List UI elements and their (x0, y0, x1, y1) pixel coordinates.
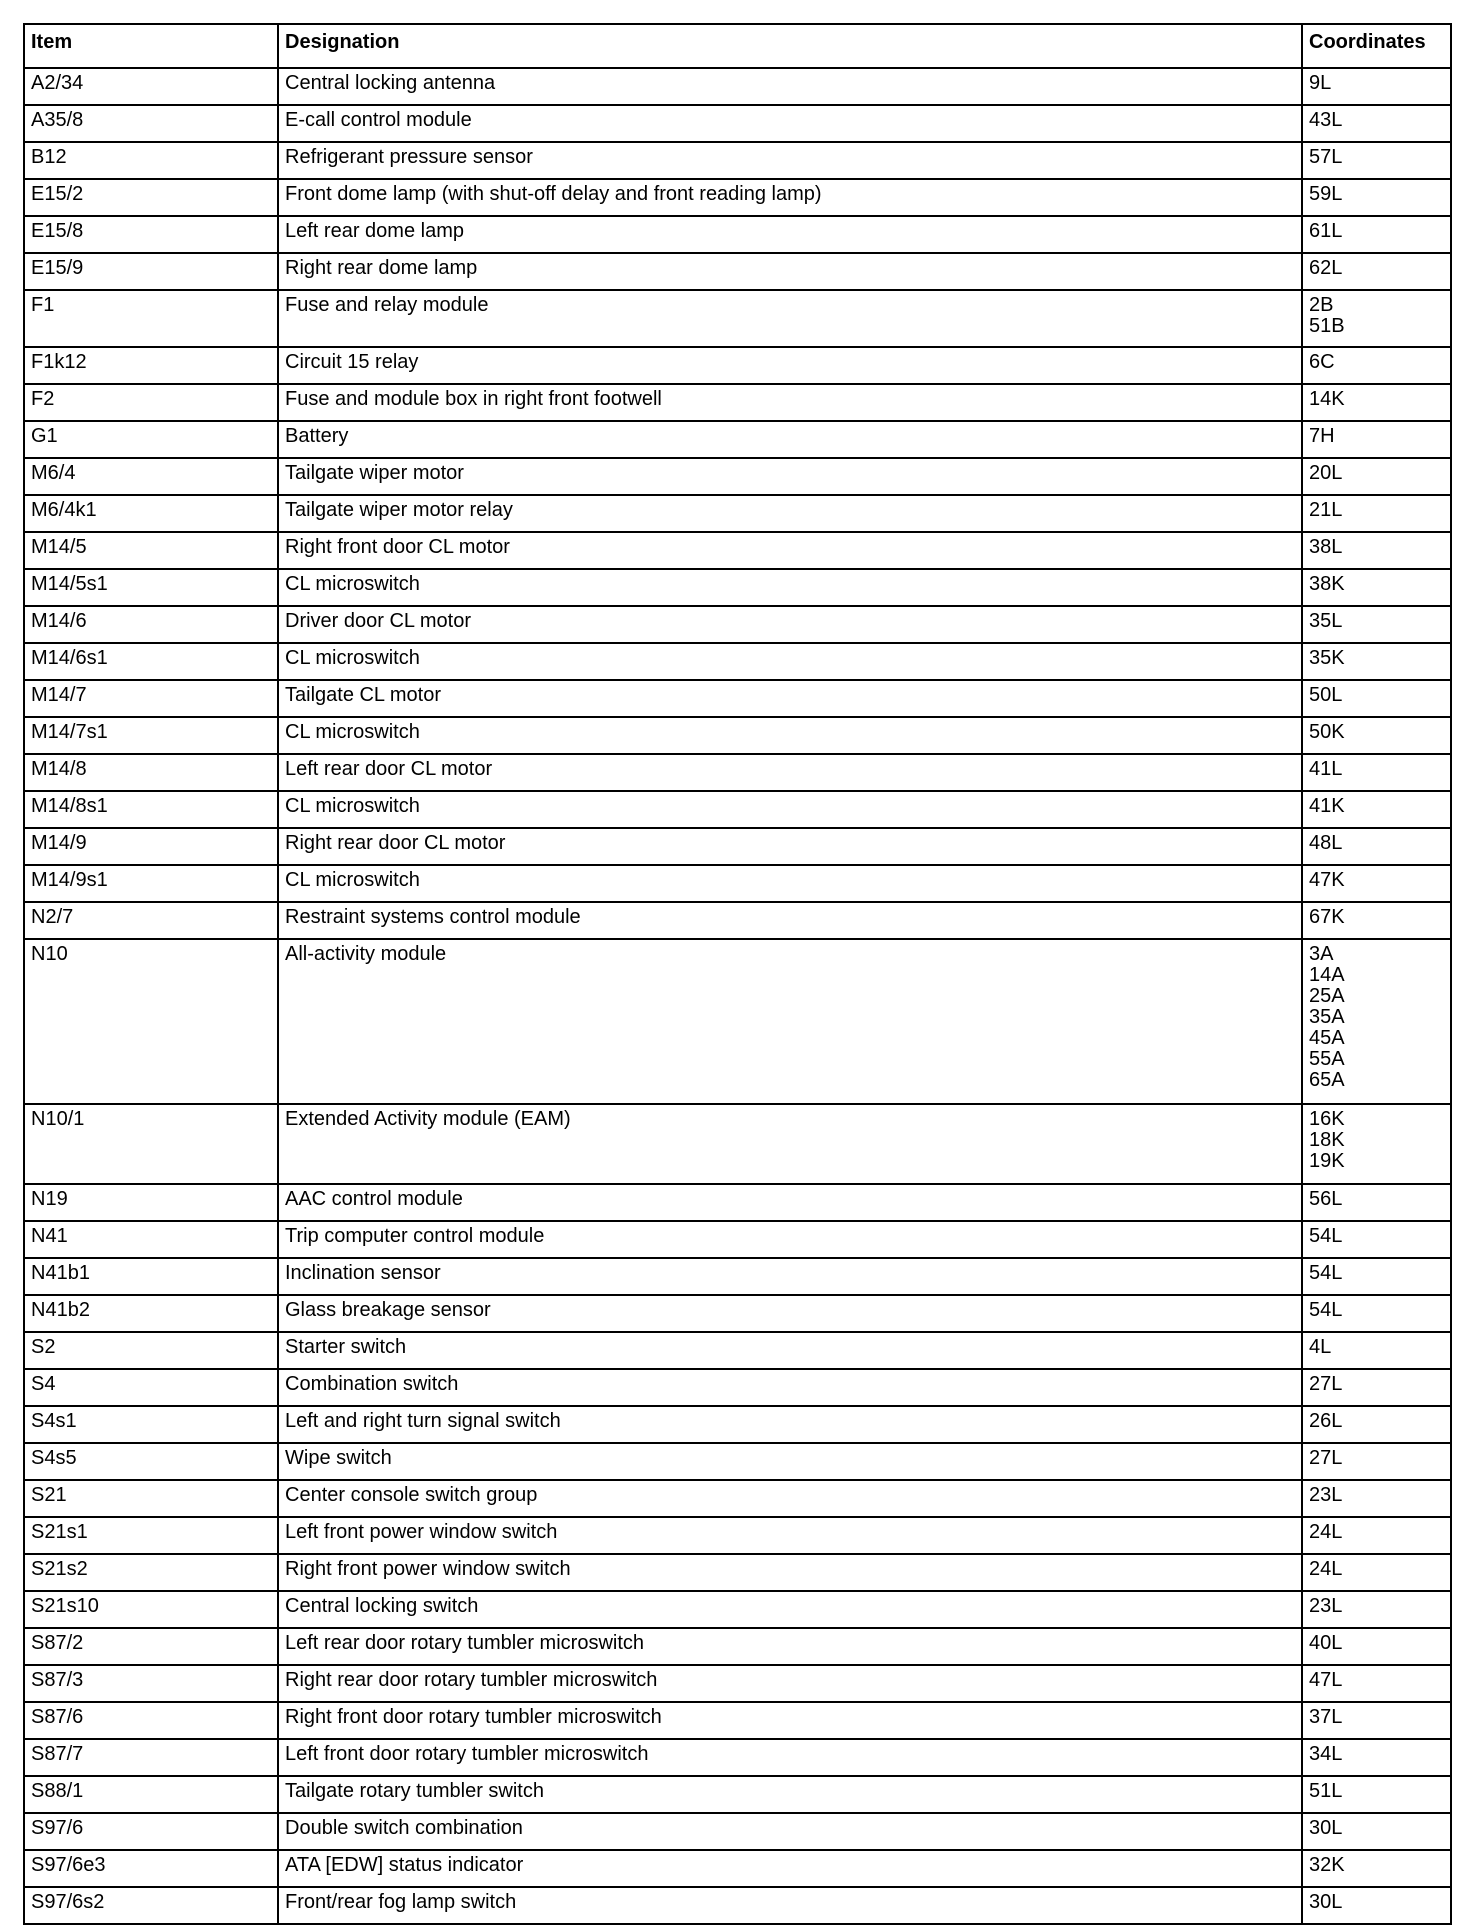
coordinates-cell: 56L (1302, 1184, 1451, 1221)
table-row (24, 902, 1451, 939)
coordinates-cell: 23L (1302, 1591, 1451, 1628)
item-cell: S87/6 (24, 1702, 278, 1739)
designation-cell: CL microswitch (278, 717, 1302, 754)
designation-cell: Glass breakage sensor (278, 1295, 1302, 1332)
table-row (24, 1369, 1451, 1406)
table-row (24, 216, 1451, 253)
table-row (24, 606, 1451, 643)
coordinates-cell: 50K (1302, 717, 1451, 754)
designation-cell: Restraint systems control module (278, 902, 1302, 939)
table-row (24, 717, 1451, 754)
designation-cell: Center console switch group (278, 1480, 1302, 1517)
table-row (24, 1628, 1451, 1665)
coordinates-cell: 61L (1302, 216, 1451, 253)
coordinates-cell: 2B 51B (1302, 290, 1451, 347)
designation-cell: E-call control module (278, 105, 1302, 142)
table-row (24, 569, 1451, 606)
coordinates-cell: 7H (1302, 421, 1451, 458)
item-cell: M14/8s1 (24, 791, 278, 828)
coordinates-cell: 35K (1302, 643, 1451, 680)
coordinates-cell: 54L (1302, 1295, 1451, 1332)
item-cell: S21 (24, 1480, 278, 1517)
coordinates-cell: 26L (1302, 1406, 1451, 1443)
header-designation: Designation (278, 24, 1302, 68)
designation-cell: Battery (278, 421, 1302, 458)
coordinates-cell: 32K (1302, 1850, 1451, 1887)
table-row (24, 1554, 1451, 1591)
designation-cell: Combination switch (278, 1369, 1302, 1406)
item-cell: S21s1 (24, 1517, 278, 1554)
designation-cell: Refrigerant pressure sensor (278, 142, 1302, 179)
item-cell: M14/7s1 (24, 717, 278, 754)
table-row (24, 1850, 1451, 1887)
designation-cell: Left front power window switch (278, 1517, 1302, 1554)
coordinates-cell: 14K (1302, 384, 1451, 421)
designation-cell: Left rear door rotary tumbler microswitch (278, 1628, 1302, 1665)
designation-cell: AAC control module (278, 1184, 1302, 1221)
table-row (24, 1332, 1451, 1369)
coordinates-cell: 51L (1302, 1776, 1451, 1813)
designation-cell: CL microswitch (278, 791, 1302, 828)
item-cell: S4s5 (24, 1443, 278, 1480)
designation-cell: Central locking antenna (278, 68, 1302, 105)
table-row (24, 1184, 1451, 1221)
designation-cell: Fuse and module box in right front footwell (278, 384, 1302, 421)
table-row (24, 142, 1451, 179)
item-cell: N41b2 (24, 1295, 278, 1332)
designation-cell: Right rear door CL motor (278, 828, 1302, 865)
item-cell: S87/2 (24, 1628, 278, 1665)
table-row (24, 1104, 1451, 1184)
designation-cell: Left rear door CL motor (278, 754, 1302, 791)
item-cell: S4 (24, 1369, 278, 1406)
table-row (24, 643, 1451, 680)
item-cell: M14/6 (24, 606, 278, 643)
designation-cell: ATA [EDW] status indicator (278, 1850, 1302, 1887)
designation-cell: Left front door rotary tumbler microswitch (278, 1739, 1302, 1776)
item-cell: S88/1 (24, 1776, 278, 1813)
coordinates-cell: 57L (1302, 142, 1451, 179)
coordinates-cell: 54L (1302, 1221, 1451, 1258)
header-row (24, 24, 1451, 68)
table-row (24, 1517, 1451, 1554)
designation-cell: Right front door CL motor (278, 532, 1302, 569)
coordinates-cell: 54L (1302, 1258, 1451, 1295)
item-cell: M14/9 (24, 828, 278, 865)
table-row (24, 939, 1451, 1104)
table-row (24, 1443, 1451, 1480)
coordinates-cell: 30L (1302, 1887, 1451, 1924)
table-row (24, 1258, 1451, 1295)
designation-cell: Front dome lamp (with shut-off delay and front reading lamp) (278, 179, 1302, 216)
item-cell: S2 (24, 1332, 278, 1369)
table-row (24, 1702, 1451, 1739)
item-cell: S21s10 (24, 1591, 278, 1628)
header-coordinates: Coordinates (1302, 24, 1451, 68)
coordinates-cell: 21L (1302, 495, 1451, 532)
coordinates-cell: 27L (1302, 1369, 1451, 1406)
table-row (24, 754, 1451, 791)
designation-cell: CL microswitch (278, 865, 1302, 902)
designation-cell: CL microswitch (278, 569, 1302, 606)
coordinates-cell: 20L (1302, 458, 1451, 495)
designation-cell: Double switch combination (278, 1813, 1302, 1850)
item-cell: M14/5 (24, 532, 278, 569)
component-legend-table (23, 23, 1452, 1925)
table-row (24, 1813, 1451, 1850)
coordinates-cell: 40L (1302, 1628, 1451, 1665)
table-row (24, 1295, 1451, 1332)
coordinates-cell: 50L (1302, 680, 1451, 717)
designation-cell: Starter switch (278, 1332, 1302, 1369)
coordinates-cell: 41K (1302, 791, 1451, 828)
item-cell: M14/7 (24, 680, 278, 717)
coordinates-cell: 35L (1302, 606, 1451, 643)
designation-cell: Extended Activity module (EAM) (278, 1104, 1302, 1184)
table-row (24, 105, 1451, 142)
item-cell: S97/6 (24, 1813, 278, 1850)
table-row (24, 253, 1451, 290)
coordinates-cell: 41L (1302, 754, 1451, 791)
item-cell: N41 (24, 1221, 278, 1258)
item-cell: G1 (24, 421, 278, 458)
item-cell: S87/3 (24, 1665, 278, 1702)
table-row (24, 421, 1451, 458)
item-cell: A35/8 (24, 105, 278, 142)
coordinates-cell: 30L (1302, 1813, 1451, 1850)
designation-cell: Left rear dome lamp (278, 216, 1302, 253)
coordinates-cell: 24L (1302, 1517, 1451, 1554)
coordinates-cell: 37L (1302, 1702, 1451, 1739)
item-cell: F2 (24, 384, 278, 421)
table-row (24, 1221, 1451, 1258)
coordinates-cell: 43L (1302, 105, 1451, 142)
table-row (24, 1887, 1451, 1924)
coordinates-cell: 16K 18K 19K (1302, 1104, 1451, 1184)
item-cell: S97/6e3 (24, 1850, 278, 1887)
coordinates-cell: 62L (1302, 253, 1451, 290)
coordinates-cell: 48L (1302, 828, 1451, 865)
designation-cell: Trip computer control module (278, 1221, 1302, 1258)
table-row (24, 828, 1451, 865)
designation-cell: Right front door rotary tumbler microswitch (278, 1702, 1302, 1739)
designation-cell: Fuse and relay module (278, 290, 1302, 347)
table-row (24, 680, 1451, 717)
item-cell: B12 (24, 142, 278, 179)
coordinates-cell: 47L (1302, 1665, 1451, 1702)
table-row (24, 384, 1451, 421)
item-cell: N10 (24, 939, 278, 1104)
table-row (24, 865, 1451, 902)
designation-cell: Central locking switch (278, 1591, 1302, 1628)
item-cell: M6/4 (24, 458, 278, 495)
designation-cell: Right rear door rotary tumbler microswitch (278, 1665, 1302, 1702)
designation-cell: CL microswitch (278, 643, 1302, 680)
designation-cell: Left and right turn signal switch (278, 1406, 1302, 1443)
item-cell: E15/8 (24, 216, 278, 253)
item-cell: S97/6s2 (24, 1887, 278, 1924)
designation-cell: Driver door CL motor (278, 606, 1302, 643)
coordinates-cell: 23L (1302, 1480, 1451, 1517)
item-cell: F1 (24, 290, 278, 347)
table-row (24, 1739, 1451, 1776)
item-cell: N2/7 (24, 902, 278, 939)
item-cell: M14/8 (24, 754, 278, 791)
coordinates-cell: 67K (1302, 902, 1451, 939)
designation-cell: Right front power window switch (278, 1554, 1302, 1591)
coordinates-cell: 9L (1302, 68, 1451, 105)
table-row (24, 1480, 1451, 1517)
coordinates-cell: 4L (1302, 1332, 1451, 1369)
table-row (24, 68, 1451, 105)
designation-cell: Front/rear fog lamp switch (278, 1887, 1302, 1924)
table-row (24, 458, 1451, 495)
table-row (24, 290, 1451, 347)
item-cell: M6/4k1 (24, 495, 278, 532)
table-row (24, 1665, 1451, 1702)
coordinates-cell: 24L (1302, 1554, 1451, 1591)
item-cell: F1k12 (24, 347, 278, 384)
coordinates-cell: 38L (1302, 532, 1451, 569)
item-cell: S87/7 (24, 1739, 278, 1776)
designation-cell: Tailgate rotary tumbler switch (278, 1776, 1302, 1813)
coordinates-cell: 59L (1302, 179, 1451, 216)
designation-cell: Tailgate CL motor (278, 680, 1302, 717)
coordinates-cell: 27L (1302, 1443, 1451, 1480)
header-item: Item (24, 24, 278, 68)
coordinates-cell: 6C (1302, 347, 1451, 384)
table-row (24, 1776, 1451, 1813)
table-row (24, 1591, 1451, 1628)
item-cell: E15/2 (24, 179, 278, 216)
table-row (24, 347, 1451, 384)
table-row (24, 791, 1451, 828)
item-cell: N10/1 (24, 1104, 278, 1184)
coordinates-cell: 38K (1302, 569, 1451, 606)
coordinates-cell: 34L (1302, 1739, 1451, 1776)
item-cell: S21s2 (24, 1554, 278, 1591)
designation-cell: Wipe switch (278, 1443, 1302, 1480)
table-row (24, 1406, 1451, 1443)
table-row (24, 532, 1451, 569)
coordinates-cell: 3A 14A 25A 35A 45A 55A 65A (1302, 939, 1451, 1104)
designation-cell: Right rear dome lamp (278, 253, 1302, 290)
designation-cell: All-activity module (278, 939, 1302, 1104)
item-cell: M14/9s1 (24, 865, 278, 902)
item-cell: A2/34 (24, 68, 278, 105)
item-cell: N41b1 (24, 1258, 278, 1295)
designation-cell: Tailgate wiper motor (278, 458, 1302, 495)
item-cell: M14/6s1 (24, 643, 278, 680)
table-row (24, 179, 1451, 216)
item-cell: S4s1 (24, 1406, 278, 1443)
table-row (24, 495, 1451, 532)
item-cell: N19 (24, 1184, 278, 1221)
designation-cell: Circuit 15 relay (278, 347, 1302, 384)
coordinates-cell: 47K (1302, 865, 1451, 902)
item-cell: E15/9 (24, 253, 278, 290)
designation-cell: Inclination sensor (278, 1258, 1302, 1295)
designation-cell: Tailgate wiper motor relay (278, 495, 1302, 532)
item-cell: M14/5s1 (24, 569, 278, 606)
